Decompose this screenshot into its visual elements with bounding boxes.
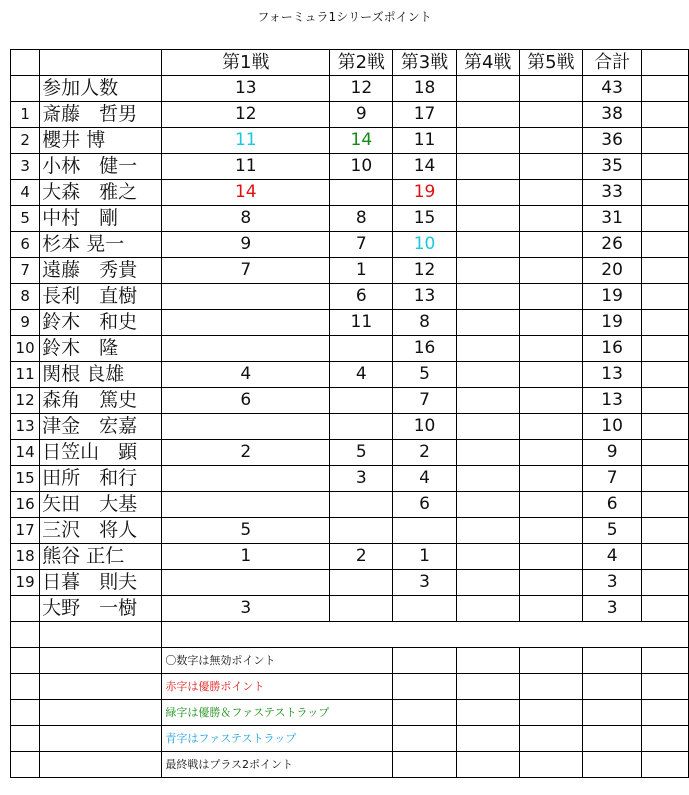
rank-cell: 2 [11,128,40,154]
driver-name: 田所 和行 [40,466,162,492]
race-points: 6 [162,388,330,414]
rank-cell: 14 [11,440,40,466]
race-points [519,414,582,440]
driver-name: 斎藤 哲男 [40,102,162,128]
driver-name: 森角 篤史 [40,388,162,414]
race-points [456,128,519,154]
empty-cell [330,700,393,726]
race-points: 16 [393,336,456,362]
race-points: 7 [330,232,393,258]
table-row [11,570,689,596]
race-points [330,180,393,206]
participants-count: 12 [330,76,393,102]
race-points [519,518,582,544]
table-row [11,310,689,336]
race-points: 12 [393,258,456,284]
driver-name: 杉本 晃一 [40,232,162,258]
legend-text: 緑字は優勝＆ファステストラップ [162,700,330,726]
empty-cell [393,674,456,700]
rank-cell: 15 [11,466,40,492]
race-points: 14 [393,154,456,180]
table-row [11,440,689,466]
empty-cell [583,700,642,726]
empty-cell [40,752,162,778]
race-points [456,492,519,518]
race-points: 13 [393,284,456,310]
empty-cell [642,700,689,726]
legend-row [11,648,689,674]
driver-name: 熊谷 正仁 [40,544,162,570]
race-points: 6 [393,492,456,518]
rank-cell: 1 [11,102,40,128]
total-points: 7 [583,466,642,492]
empty-cell [583,674,642,700]
driver-name: 遠藤 秀貴 [40,258,162,284]
table-row [11,102,689,128]
extra-cell [642,50,689,76]
race-points: 15 [393,206,456,232]
extra-cell [642,466,689,492]
empty-cell [11,726,40,752]
empty-cell [393,726,456,752]
extra-cell [642,544,689,570]
extra-cell [642,570,689,596]
total-points: 9 [583,440,642,466]
race-points: 10 [330,154,393,180]
rank-cell: 12 [11,388,40,414]
table-row [11,362,689,388]
total-points: 36 [583,128,642,154]
race-points [162,492,330,518]
empty-cell [40,726,162,752]
empty-cell [162,622,689,648]
race-points: 7 [393,388,456,414]
race-points: 3 [393,570,456,596]
empty-cell [642,752,689,778]
table-row [11,518,689,544]
race-points [456,102,519,128]
empty-cell [519,726,582,752]
race-points [456,206,519,232]
race-points: 14 [162,180,330,206]
empty-cell [330,674,393,700]
race-points [519,440,582,466]
empty-cell [40,622,162,648]
participants-row [11,76,689,102]
race-points: 1 [393,544,456,570]
empty-cell [40,700,162,726]
table-row [11,284,689,310]
race-points: 4 [393,466,456,492]
empty-cell [519,700,582,726]
race-points [519,388,582,414]
race-points: 10 [393,232,456,258]
empty-cell [456,752,519,778]
rank-cell: 8 [11,284,40,310]
race-points [330,518,393,544]
extra-cell [642,596,689,622]
page-title: フォーミュラ1シリーズポイント [257,10,432,24]
legend-text: 〇数字は無効ポイント [162,648,330,674]
empty-cell [456,726,519,752]
extra-cell [642,492,689,518]
points-table [10,49,689,778]
table-row [11,206,689,232]
race-points [456,440,519,466]
empty-cell [642,674,689,700]
extra-cell [642,336,689,362]
extra-cell [642,128,689,154]
total-points: 19 [583,284,642,310]
race-points [519,570,582,596]
race-points [519,466,582,492]
race-points: 6 [330,284,393,310]
race-points [519,180,582,206]
race-points [456,388,519,414]
table-row [11,154,689,180]
driver-name: 関根 良雄 [40,362,162,388]
race-points: 12 [162,102,330,128]
race-points [456,258,519,284]
empty-cell [393,752,456,778]
race-points [519,154,582,180]
race-points [456,336,519,362]
empty-cell [583,648,642,674]
race-points: 14 [330,128,393,154]
race-points: 9 [330,102,393,128]
race-points: 5 [393,362,456,388]
empty-cell [40,674,162,700]
race-points [393,596,456,622]
table-row [11,180,689,206]
rank-cell: 4 [11,180,40,206]
race-points [456,232,519,258]
extra-cell [642,414,689,440]
driver-name: 日暮 則夫 [40,570,162,596]
race-points: 2 [393,440,456,466]
empty-cell [393,700,456,726]
total-points: 38 [583,102,642,128]
empty-cell [583,752,642,778]
empty-cell [456,648,519,674]
participants-count: 43 [583,76,642,102]
empty-cell [11,752,40,778]
table-row [11,414,689,440]
race-points [456,596,519,622]
race-points [162,310,330,336]
race-points: 8 [393,310,456,336]
rank-cell: 13 [11,414,40,440]
race-points [519,284,582,310]
race-points: 2 [162,440,330,466]
table-row [11,544,689,570]
rank-cell: 18 [11,544,40,570]
empty-cell [11,674,40,700]
race-points [519,206,582,232]
extra-cell [642,76,689,102]
extra-cell [642,154,689,180]
table-row [11,596,689,622]
rank-cell [11,76,40,102]
race-points [162,336,330,362]
total-points: 10 [583,414,642,440]
participants-count: 18 [393,76,456,102]
rank-cell: 17 [11,518,40,544]
total-points: 26 [583,232,642,258]
empty-cell [519,752,582,778]
race-points [162,570,330,596]
total-points: 16 [583,336,642,362]
race-points [456,518,519,544]
total-points: 19 [583,310,642,336]
extra-cell [642,258,689,284]
legend-text: 赤字は優勝ポイント [162,674,330,700]
empty-cell [642,726,689,752]
race-points [519,596,582,622]
rank-cell: 6 [11,232,40,258]
race-points [456,414,519,440]
race-points: 1 [330,258,393,284]
race-points: 11 [330,310,393,336]
rank-cell: 7 [11,258,40,284]
empty-cell [456,700,519,726]
race-points: 10 [393,414,456,440]
race-points: 11 [393,128,456,154]
rank-cell: 11 [11,362,40,388]
race-points [456,180,519,206]
race-points [330,388,393,414]
race-points [456,570,519,596]
rank-cell: 19 [11,570,40,596]
corner-cell [11,50,40,76]
column-header: 第2戦 [330,50,393,76]
extra-cell [642,180,689,206]
race-points [519,336,582,362]
extra-cell [642,518,689,544]
table-row [11,466,689,492]
driver-name: 中村 剛 [40,206,162,232]
driver-name: 長利 直樹 [40,284,162,310]
race-points [519,492,582,518]
driver-name: 鈴木 隆 [40,336,162,362]
race-points [330,596,393,622]
race-points [519,544,582,570]
driver-name: 小林 健一 [40,154,162,180]
empty-cell [11,622,40,648]
driver-name: 矢田 大基 [40,492,162,518]
rank-cell: 16 [11,492,40,518]
rank-cell: 3 [11,154,40,180]
total-points: 20 [583,258,642,284]
empty-cell [11,700,40,726]
race-points: 11 [162,154,330,180]
empty-cell [330,726,393,752]
race-points: 2 [330,544,393,570]
total-points: 31 [583,206,642,232]
race-points [330,570,393,596]
race-points [162,284,330,310]
race-points [456,310,519,336]
rank-cell [11,596,40,622]
legend-text: 最終戦はプラス2ポイント [162,752,330,778]
race-points [519,362,582,388]
race-points [330,414,393,440]
column-header: 第4戦 [456,50,519,76]
total-points: 13 [583,388,642,414]
race-points: 5 [162,518,330,544]
empty-cell [583,726,642,752]
race-points [330,492,393,518]
extra-cell [642,232,689,258]
race-points [162,466,330,492]
name-header-cell [40,50,162,76]
legend-row [11,674,689,700]
rank-cell: 10 [11,336,40,362]
legend-row [11,752,689,778]
race-points: 3 [162,596,330,622]
table-row [11,492,689,518]
race-points [519,232,582,258]
race-points [456,466,519,492]
legend-row [11,700,689,726]
empty-cell [330,752,393,778]
legend-text: 青字はファステストラップ [162,726,330,752]
table-row [11,388,689,414]
race-points: 3 [330,466,393,492]
column-header: 第5戦 [519,50,582,76]
empty-cell [330,648,393,674]
race-points [519,310,582,336]
total-points: 6 [583,492,642,518]
column-header: 第1戦 [162,50,330,76]
driver-name: 大野 一樹 [40,596,162,622]
total-points: 35 [583,154,642,180]
extra-cell [642,284,689,310]
participants-label: 参加人数 [40,76,162,102]
total-points: 4 [583,544,642,570]
table-row [11,128,689,154]
race-points: 4 [330,362,393,388]
driver-name: 櫻井 博 [40,128,162,154]
table-row [11,258,689,284]
race-points [519,128,582,154]
race-points [456,154,519,180]
driver-name: 日笠山 顕 [40,440,162,466]
total-points: 33 [583,180,642,206]
race-points: 17 [393,102,456,128]
legend-row [11,726,689,752]
empty-cell [11,648,40,674]
table-row [11,336,689,362]
table-row [11,232,689,258]
empty-cell [642,648,689,674]
extra-cell [642,388,689,414]
empty-cell [40,648,162,674]
total-points: 13 [583,362,642,388]
total-points: 3 [583,596,642,622]
header-row [11,50,689,76]
total-points: 5 [583,518,642,544]
column-header: 第3戦 [393,50,456,76]
extra-cell [642,310,689,336]
participants-count [519,76,582,102]
race-points: 4 [162,362,330,388]
race-points [519,102,582,128]
race-points [456,544,519,570]
race-points [519,258,582,284]
race-points: 19 [393,180,456,206]
spacer-row [11,622,689,648]
empty-cell [519,648,582,674]
race-points [456,362,519,388]
participants-count: 13 [162,76,330,102]
rank-cell: 5 [11,206,40,232]
driver-name: 大森 雅之 [40,180,162,206]
driver-name: 三沢 将人 [40,518,162,544]
race-points: 5 [330,440,393,466]
race-points: 11 [162,128,330,154]
driver-name: 津金 宏嘉 [40,414,162,440]
extra-cell [642,362,689,388]
extra-cell [642,206,689,232]
empty-cell [456,674,519,700]
race-points [456,284,519,310]
race-points [393,518,456,544]
extra-cell [642,440,689,466]
race-points: 8 [330,206,393,232]
rank-cell: 9 [11,310,40,336]
race-points: 7 [162,258,330,284]
extra-cell [642,102,689,128]
empty-cell [519,674,582,700]
total-points: 3 [583,570,642,596]
empty-cell [393,648,456,674]
participants-count [456,76,519,102]
race-points: 9 [162,232,330,258]
race-points [162,414,330,440]
race-points: 1 [162,544,330,570]
column-header: 合計 [583,50,642,76]
driver-name: 鈴木 和史 [40,310,162,336]
race-points: 8 [162,206,330,232]
race-points [330,336,393,362]
